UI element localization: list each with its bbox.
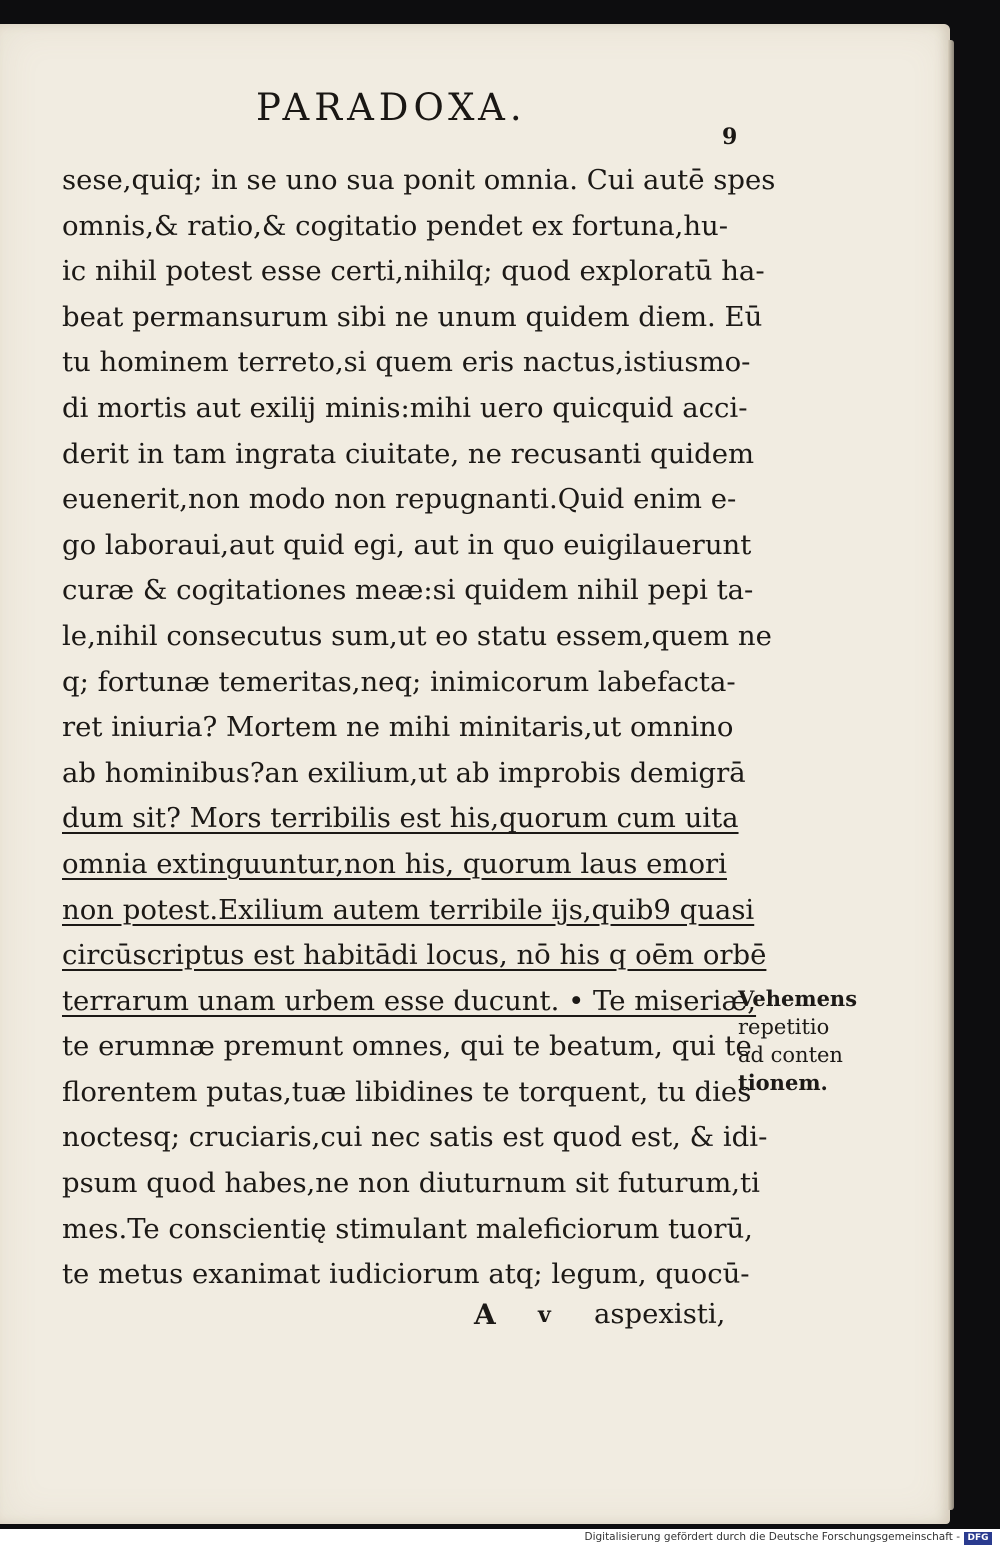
text-line: euenerit,non modo non repugnanti.Quid enim e-	[62, 483, 737, 516]
text-line: ret iniuria? Mortem ne mihi minitaris,ut omnino	[62, 711, 734, 744]
underlined-text-line: non potest.Exilium autem terribile ijs,quib9 quasi	[62, 893, 755, 926]
text-line: omnis,& ratio,& cogitatio pendet ex fortuna,hu-	[62, 209, 729, 242]
underlined-text-line: terrarum unam urbem esse ducunt. • Te miseriæ,	[62, 984, 757, 1017]
funding-credit: Digitalisierung gefördert durch die Deutsche Forschungsgemeinschaft -	[584, 1531, 960, 1543]
text-line: go laboraui,aut quid egi, aut in quo euigilauerunt	[62, 528, 752, 561]
text-line: beat permansurum sibi ne unum quidem diem. Eū	[62, 300, 763, 333]
text-line: te metus exanimat iudiciorum atq; legum, quocū-	[62, 1258, 750, 1291]
catchword: aspexisti,	[594, 1298, 726, 1330]
catch-line	[60, 1290, 740, 1335]
text-line: le,nihil consecutus sum,ut eo statu essem,quem ne	[62, 619, 772, 652]
running-header: PARADOXA.	[256, 86, 527, 129]
text-line: sese,quiq; in se uno sua ponit omnia. Cui autē spes	[62, 164, 776, 196]
margin-note-line: ad conten	[738, 1043, 843, 1067]
text-line: florentem putas,tuæ libidines te torquent, tu dies	[62, 1075, 752, 1108]
folio-number: 9	[722, 124, 738, 150]
margin-note-line: repetitio	[738, 1015, 830, 1039]
margin-note-line: tionem.	[738, 1070, 828, 1095]
signature-mark: A	[474, 1298, 496, 1331]
text-line: curæ & cogitationes meæ:si quidem nihil pepi ta-	[62, 574, 754, 607]
text-line: ic nihil potest esse certi,nihilq; quod exploratū ha-	[62, 255, 765, 288]
text-line: ab hominibus?an exilium,ut ab improbis demigrā	[62, 756, 746, 789]
text-line: te erumnæ premunt omnes, qui te beatum, qui te	[62, 1030, 752, 1063]
body-text	[62, 158, 776, 1298]
underlined-text-line: omnia extinguuntur,non his, quorum laus emori	[62, 847, 727, 880]
footer-bar	[0, 1529, 1000, 1549]
page-edge	[948, 40, 954, 1510]
text-line: q; fortunæ temeritas,neq; inimicorum labefacta-	[62, 665, 736, 698]
underlined-text-line: dum sit? Mors terribilis est his,quorum cum uita	[62, 802, 739, 835]
text-line: noctesq; cruciaris,cui nec satis est quod est, & idi-	[62, 1121, 768, 1154]
text-line: mes.Te conscientię stimulant maleficiorum tuorū,	[62, 1212, 753, 1245]
text-line: tu hominem terreto,si quem eris nactus,istiusmo-	[62, 346, 751, 379]
margin-note-line: Vehemens	[738, 986, 858, 1011]
underlined-text-line: circūscriptus est habitādi locus, nō his q oēm orbē	[62, 939, 767, 972]
margin-note	[738, 985, 878, 1097]
dfg-logo: DFG	[964, 1532, 992, 1545]
text-line: derit in tam ingrata ciuitate, ne recusanti quidem	[62, 437, 755, 470]
signature-number: v	[538, 1302, 551, 1328]
text-line: di mortis aut exilij minis:mihi uero quicquid acci-	[62, 391, 748, 424]
text-line: psum quod habes,ne non diuturnum sit futurum,ti	[62, 1167, 760, 1200]
